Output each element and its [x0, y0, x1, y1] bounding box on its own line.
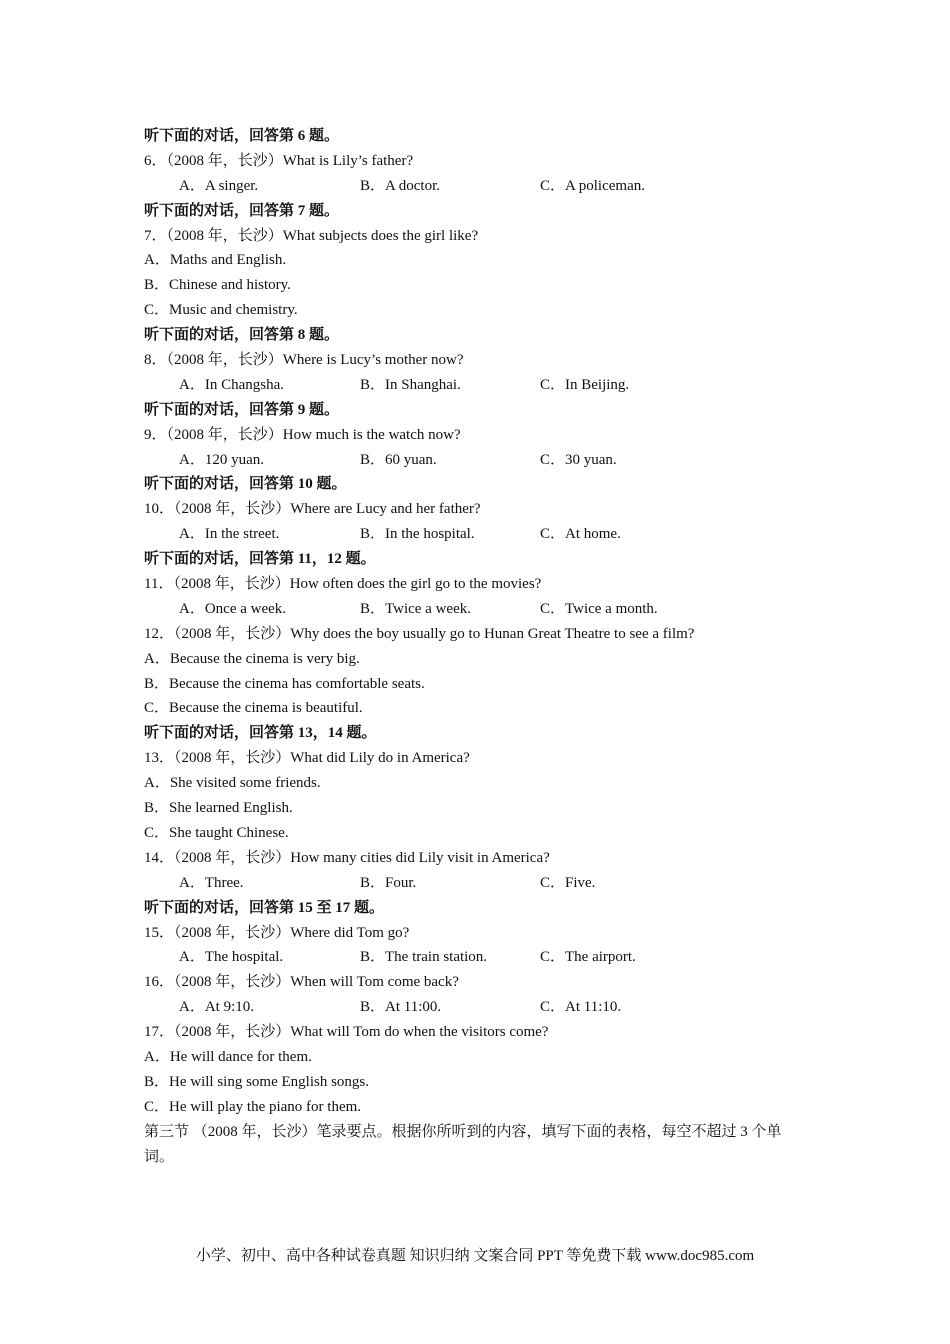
question-stem: 8．（2008 年，长沙）Where is Lucy’s mother now? [144, 352, 464, 369]
question-stem: 14．（2008 年，长沙）How many cities did Lily visit in America? [144, 849, 550, 866]
section-heading: 听下面的对话，回答第 15 至 17 题。 [144, 899, 385, 916]
question-stem: 16．（2008 年，长沙）When will Tom come back? [144, 974, 459, 991]
question-stem: 7．（2008 年，长沙）What subjects does the girl like? [144, 227, 479, 244]
page-footer: 小学、初中、高中各种试卷真题 知识归纳 文案合同 PPT 等免费下载 www.doc985.com [195, 1248, 755, 1264]
option-a: A．She visited some friends. [144, 775, 321, 792]
options-row [144, 597, 824, 622]
option-c: C．Because the cinema is beautiful. [144, 700, 363, 717]
option-c: C．The airport. [540, 949, 636, 966]
question-stem: 10．（2008 年，长沙）Where are Lucy and her father? [144, 501, 481, 518]
options-row [144, 522, 824, 547]
section-heading: 听下面的对话，回答第 8 题。 [144, 327, 340, 344]
section-three-instructions: 第三节 （2008 年，长沙）笔录要点。根据你所听到的内容，填写下面的表格，每空不超过 3 个单词。 [144, 1123, 782, 1165]
section-heading: 听下面的对话，回答第 10 题。 [144, 476, 347, 493]
section-heading: 听下面的对话，回答第 11，12 题。 [144, 551, 376, 568]
section-heading: 听下面的对话，回答第 6 题。 [144, 128, 340, 144]
options-row [144, 995, 824, 1020]
option-b: B．In the hospital. [360, 526, 475, 543]
option-b: B．A doctor. [360, 177, 441, 194]
option-b: B．60 yuan. [360, 451, 437, 468]
question-stem: 17．（2008 年，长沙）What will Tom do when the visitors come? [144, 1024, 549, 1041]
option-b: B．Chinese and history. [144, 277, 291, 294]
section-heading: 听下面的对话，回答第 7 题。 [144, 202, 340, 219]
options-row [144, 448, 824, 473]
option-b: B．Because the cinema has comfortable seats. [144, 675, 425, 692]
option-a: A．Because the cinema is very big. [144, 650, 360, 667]
options-row [144, 373, 824, 398]
option-a: A．Three. [179, 874, 244, 891]
question-stem: 9．（2008 年，长沙）How much is the watch now? [144, 426, 461, 443]
option-c: C．30 yuan. [540, 451, 617, 468]
option-c: C．Twice a month. [540, 600, 658, 617]
option-a: A．Once a week. [179, 600, 287, 617]
section-heading: 听下面的对话，回答第 13，14 题。 [144, 725, 377, 742]
option-c: C．At home. [540, 526, 621, 543]
question-stem: 11．（2008 年，长沙）How often does the girl go to the movies? [144, 576, 542, 593]
option-c: C．In Beijing. [540, 376, 630, 393]
option-a: A．Maths and English. [144, 252, 287, 269]
option-c: C．Music and chemistry. [144, 302, 298, 319]
option-b: B．He will sing some English songs. [144, 1073, 370, 1090]
option-a: A．In the street. [179, 526, 280, 543]
option-c: C．At 11:10. [540, 999, 622, 1016]
option-b: B．Four. [360, 874, 417, 891]
option-b: B．She learned English. [144, 800, 293, 817]
exam-content [144, 124, 824, 1169]
option-b: B．The train station. [360, 949, 488, 966]
options-row [144, 945, 824, 970]
question-stem: 15．（2008 年，长沙）Where did Tom go? [144, 924, 410, 941]
option-a: A．At 9:10. [179, 999, 255, 1016]
option-b: B．Twice a week. [360, 600, 471, 617]
option-c: C．Five. [540, 874, 596, 891]
option-b: B．At 11:00. [360, 999, 442, 1016]
option-c: C．She taught Chinese. [144, 824, 289, 841]
option-c: C．A policeman. [540, 177, 645, 194]
question-stem: 12．（2008 年，长沙）Why does the boy usually go to Hunan Great Theatre to see a film? [144, 625, 695, 642]
question-stem: 6．（2008 年，长沙）What is Lily’s father? [144, 152, 414, 169]
option-a: A．120 yuan. [179, 451, 264, 468]
options-row [144, 174, 824, 199]
option-a: A．He will dance for them. [144, 1048, 312, 1065]
option-c: C．He will play the piano for them. [144, 1098, 362, 1115]
option-a: A．In Changsha. [179, 376, 284, 393]
option-a: A．The hospital. [179, 949, 284, 966]
option-a: A．A singer. [179, 177, 259, 194]
section-heading: 听下面的对话，回答第 9 题。 [144, 401, 340, 418]
question-stem: 13．（2008 年，长沙）What did Lily do in America? [144, 750, 470, 767]
options-row [144, 871, 824, 896]
option-b: B．In Shanghai. [360, 376, 461, 393]
